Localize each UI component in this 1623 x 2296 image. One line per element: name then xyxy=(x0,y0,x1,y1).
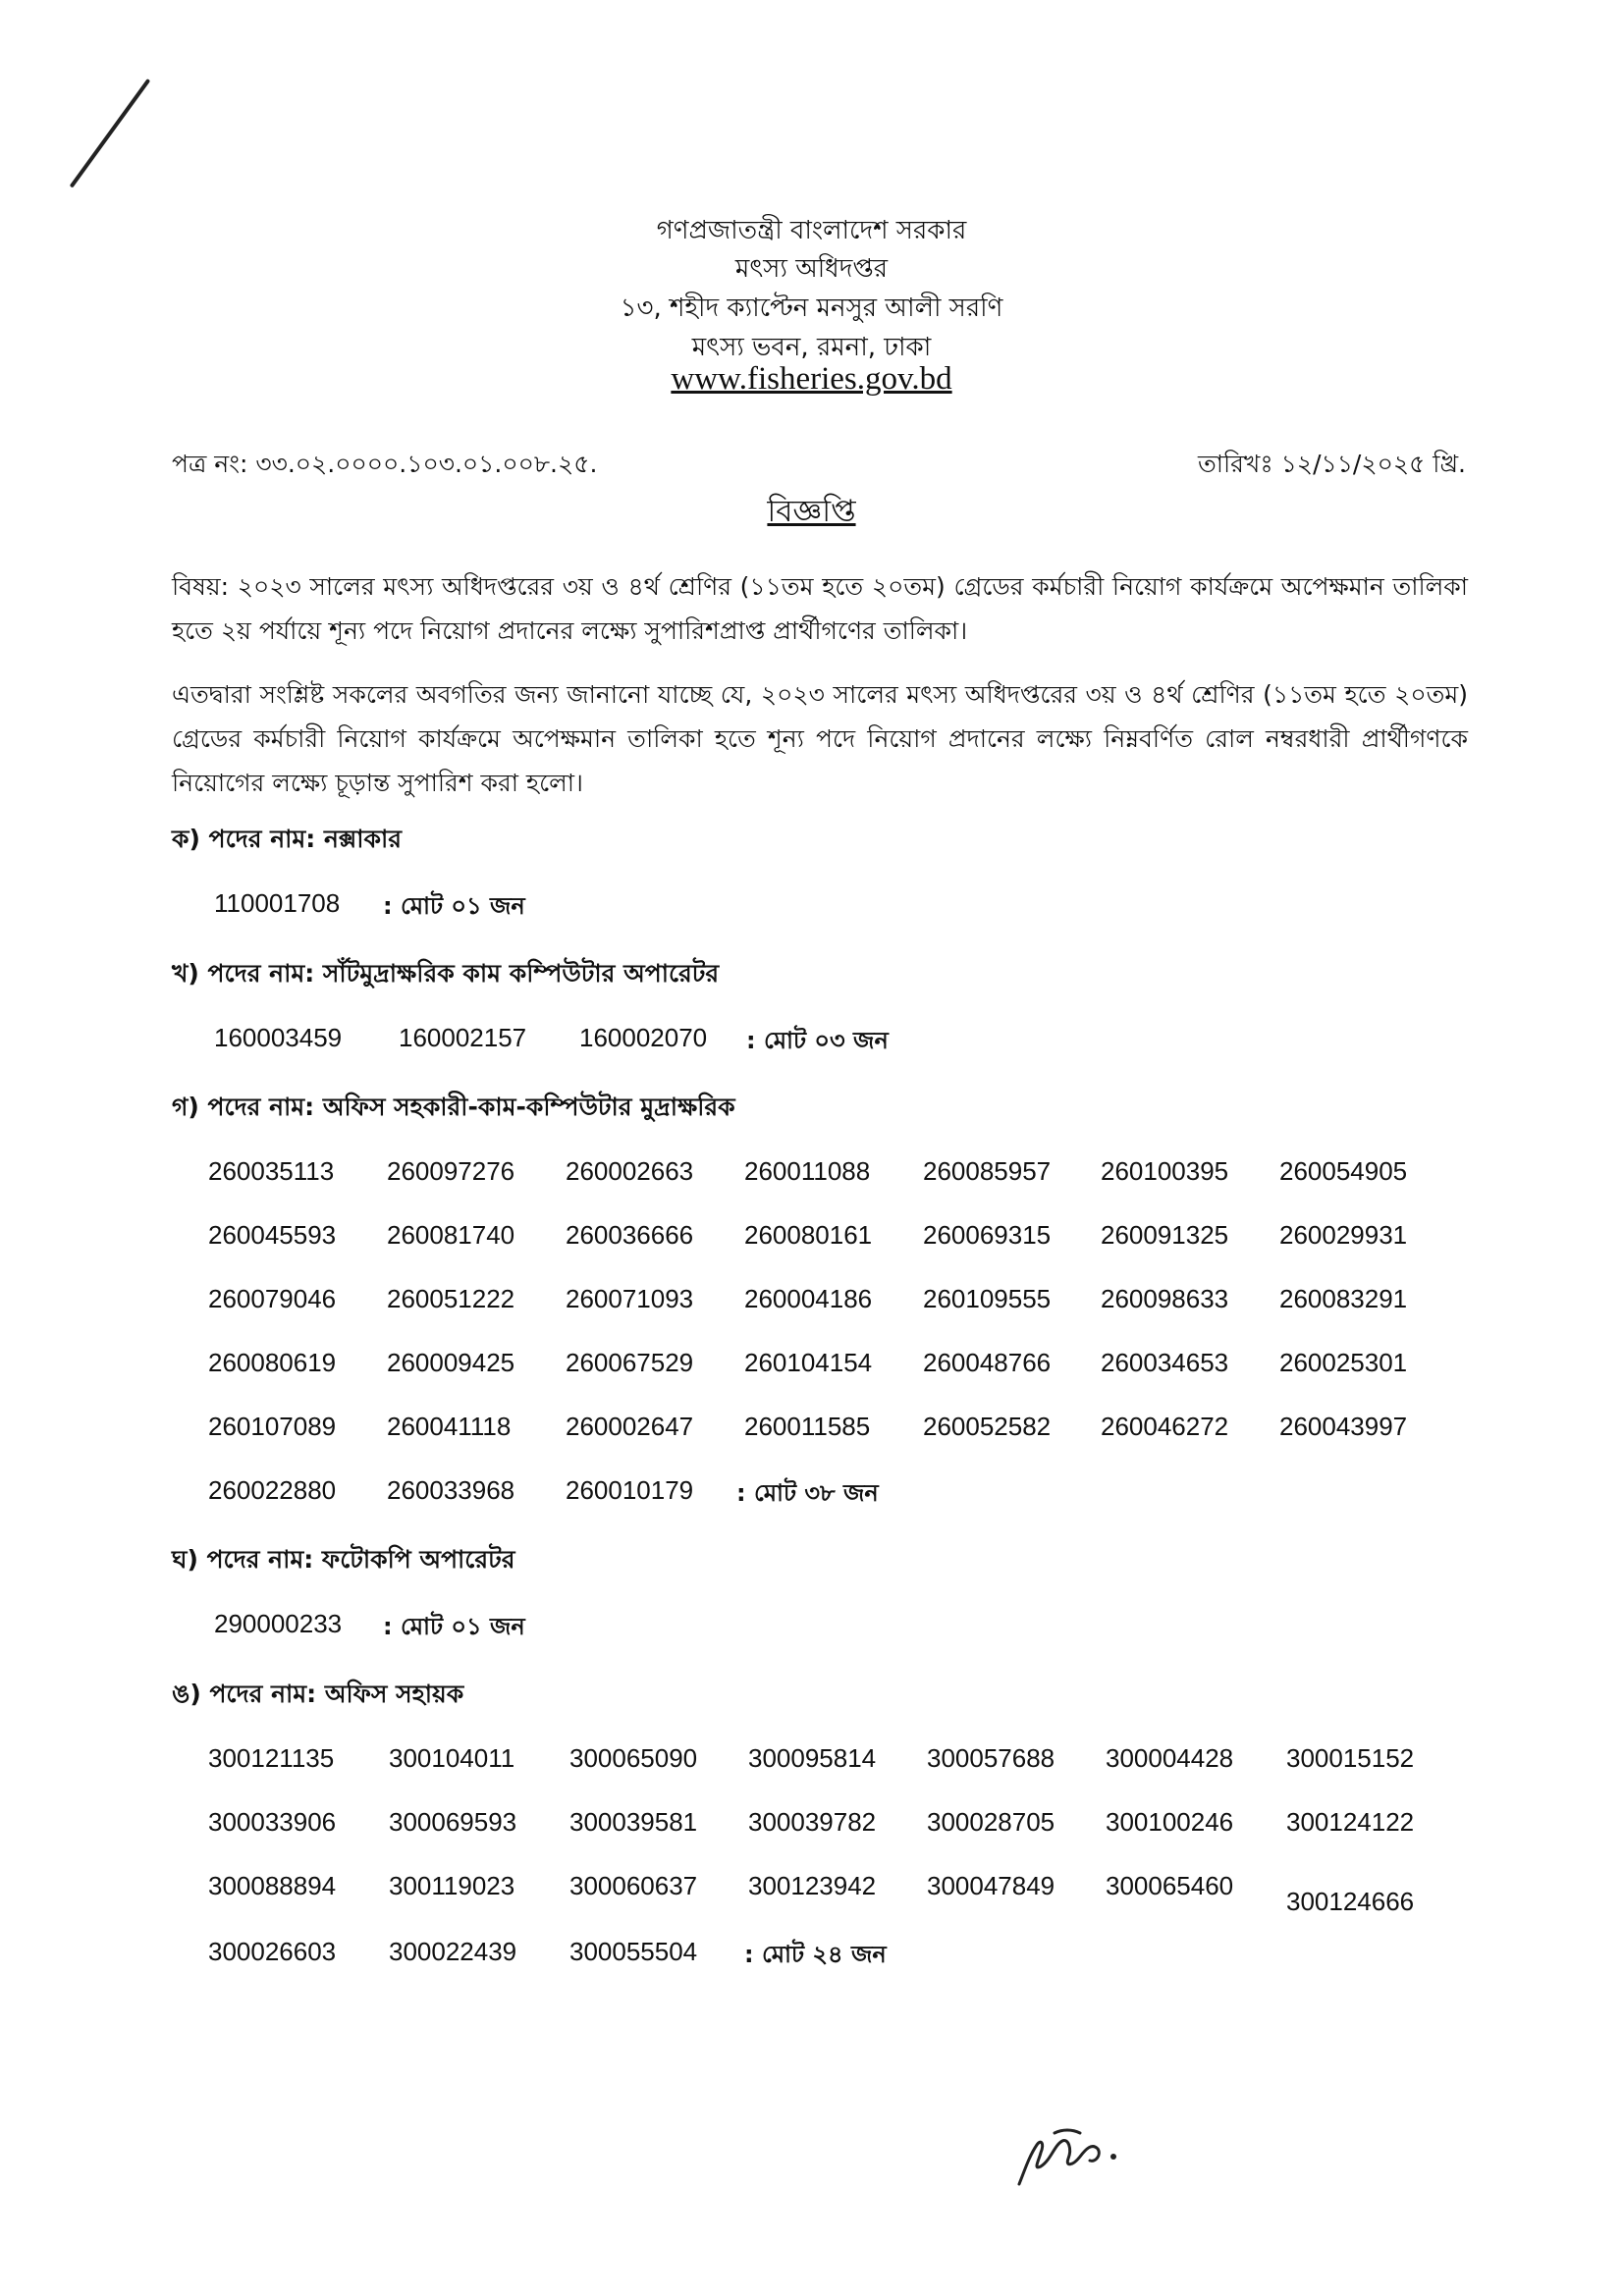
roll-number: 300119023 xyxy=(389,1871,515,1900)
roll-number: 260011088 xyxy=(744,1156,871,1186)
roll-number: 260009425 xyxy=(387,1348,515,1377)
notice-body: এতদ্বারা সংশ্লিষ্ট সকলের অবগতির জন্য জানানো যাচ্ছে যে, ২০২৩ সালের মৎস্য অধিদপ্তরের ৩য় ও ৪র্থ শ্রেণির (১১তম হতে ২০তম) গ্রেডের কর্মচারী নিয়োগ কার্যক্রমে অপেক্ষমান তালিকা হতে শূন্য পদে নিয়োগ প্রদানের লক্ষ্যে নিম্নবর্ণিত রোল নম্বরধারী প্রার্থীগণকে নিয়োগের লক্ষ্যে চূড়ান্ত সুপারিশ করা হলো। xyxy=(172,680,1468,797)
roll-number: 260004186 xyxy=(744,1284,873,1313)
post-heading: ঘ) পদের নাম: ফটোকপি অপারেটর xyxy=(172,1545,515,1574)
roll-number: 260022880 xyxy=(208,1475,337,1505)
roll-number: 300123942 xyxy=(748,1871,877,1900)
memo-date: তারিখঃ ১২/১১/২০২৫ খ্রি. xyxy=(1197,450,1466,478)
roll-number: 300033906 xyxy=(208,1807,337,1837)
roll-number: 260025301 xyxy=(1279,1348,1408,1377)
roll-number: 300121135 xyxy=(208,1743,335,1773)
post-heading: খ) পদের নাম: সাঁটমুদ্রাক্ষরিক কাম কম্পিউটার অপারেটর xyxy=(172,959,720,988)
roll-number: 300039581 xyxy=(569,1807,698,1837)
roll-number: 300055504 xyxy=(569,1937,698,1966)
roll-number: 260036666 xyxy=(566,1220,694,1250)
notice-title: বিজ্ঞপ্তি xyxy=(767,494,856,529)
roll-number: 260080161 xyxy=(744,1220,873,1250)
roll-number: 260051222 xyxy=(387,1284,515,1313)
header-building: মৎস্য ভবন, রমনা, ঢাকা xyxy=(691,333,932,362)
roll-number: 300069593 xyxy=(389,1807,517,1837)
roll-number: 260035113 xyxy=(208,1156,335,1186)
roll-number: 300047849 xyxy=(927,1871,1055,1900)
roll-number: 260002663 xyxy=(566,1156,694,1186)
roll-number: 260048766 xyxy=(923,1348,1052,1377)
roll-number: 260083291 xyxy=(1279,1284,1408,1313)
header-department: মৎস্য অধিদপ্তর xyxy=(734,254,889,284)
roll-number: 160002157 xyxy=(399,1023,527,1052)
roll-number: 300015152 xyxy=(1286,1743,1415,1773)
post-heading: ঙ) পদের নাম: অফিস সহায়ক xyxy=(172,1680,464,1708)
roll-number: 300057688 xyxy=(927,1743,1055,1773)
roll-number: 290000233 xyxy=(214,1609,343,1638)
roll-number: 160003459 xyxy=(214,1023,343,1052)
roll-number: 300004428 xyxy=(1106,1743,1234,1773)
roll-number: 260098633 xyxy=(1101,1284,1229,1313)
roll-number: 260085957 xyxy=(923,1156,1052,1186)
roll-number: 300095814 xyxy=(748,1743,877,1773)
roll-number: 260045593 xyxy=(208,1220,337,1250)
header-website-link[interactable]: www.fisheries.gov.bd xyxy=(671,361,952,397)
roll-number: 300026603 xyxy=(208,1937,337,1966)
roll-number: 260010179 xyxy=(566,1475,694,1505)
roll-number: 260029931 xyxy=(1279,1220,1408,1250)
roll-number: 260011585 xyxy=(744,1412,871,1441)
post-heading: ক) পদের নাম: নক্সাকার xyxy=(172,825,403,853)
memo-ref: পত্র নং: ৩৩.০২.০০০০.১০৩.০১.০০৮.২৫. xyxy=(172,450,598,478)
roll-number: 300060637 xyxy=(569,1871,698,1900)
roll-number: 160002070 xyxy=(579,1023,708,1052)
roll-number: 260100395 xyxy=(1101,1156,1229,1186)
roll-number: 260034653 xyxy=(1101,1348,1229,1377)
roll-number: 300124122 xyxy=(1286,1807,1415,1837)
roll-number: 300065090 xyxy=(569,1743,698,1773)
notice-subject: বিষয়: ২০২৩ সালের মৎস্য অধিদপ্তরের ৩য় ও ৪র্থ শ্রেণির (১১তম হতে ২০তম) গ্রেডের কর্মচারী নিয়োগ কার্যক্রমে অপেক্ষমান তালিকা হতে ২য় পর্যায়ে শূন্য পদে নিয়োগ প্রদানের লক্ষ্যে সুপারিশপ্রাপ্ত প্রার্থীগণের তালিকা। xyxy=(172,572,1468,645)
signature-mark xyxy=(1011,2115,1139,2194)
roll-number: 300028705 xyxy=(927,1807,1055,1837)
post-total: : মোট ০১ জন xyxy=(383,892,525,920)
roll-number: 300104011 xyxy=(389,1743,515,1773)
roll-number: 300065460 xyxy=(1106,1871,1234,1900)
roll-number: 300039782 xyxy=(748,1807,877,1837)
post-heading: গ) পদের নাম: অফিস সহকারী-কাম-কম্পিউটার মুদ্রাক্ষরিক xyxy=(172,1093,735,1121)
roll-number: 300088894 xyxy=(208,1871,337,1900)
post-total: : মোট ০৩ জন xyxy=(746,1027,889,1054)
roll-number: 260067529 xyxy=(566,1348,694,1377)
roll-number: 300022439 xyxy=(389,1937,517,1966)
roll-number: 260107089 xyxy=(208,1412,337,1441)
roll-number: 260041118 xyxy=(387,1412,512,1441)
roll-number: 260002647 xyxy=(566,1412,694,1441)
roll-number: 260069315 xyxy=(923,1220,1052,1250)
post-total: : মোট ৩৮ জন xyxy=(736,1479,879,1507)
roll-number: 260104154 xyxy=(744,1348,873,1377)
header-govt: গণপ্রজাতন্ত্রী বাংলাদেশ সরকার xyxy=(656,216,967,245)
roll-number: 260046272 xyxy=(1101,1412,1229,1441)
roll-number: 260071093 xyxy=(566,1284,694,1313)
roll-number: 260079046 xyxy=(208,1284,337,1313)
roll-number: 260054905 xyxy=(1279,1156,1408,1186)
roll-number: 260043997 xyxy=(1279,1412,1408,1441)
roll-number: 260033968 xyxy=(387,1475,515,1505)
roll-number: 260080619 xyxy=(208,1348,337,1377)
roll-number: 260052582 xyxy=(923,1412,1052,1441)
roll-number: 260109555 xyxy=(923,1284,1052,1313)
roll-number: 260091325 xyxy=(1101,1220,1229,1250)
roll-number: 260097276 xyxy=(387,1156,515,1186)
roll-number: 110001708 xyxy=(214,888,341,918)
header-address: ১৩, শহীদ ক্যাপ্টেন মনসুর আলী সরণি xyxy=(620,294,1003,323)
roll-number: 300124666 xyxy=(1286,1887,1415,1916)
roll-number: 260081740 xyxy=(387,1220,515,1250)
post-total: : মোট ০১ জন xyxy=(383,1613,525,1640)
pen-stroke-mark xyxy=(70,79,151,188)
post-total: : মোট ২৪ জন xyxy=(744,1941,887,1968)
roll-number: 300100246 xyxy=(1106,1807,1234,1837)
